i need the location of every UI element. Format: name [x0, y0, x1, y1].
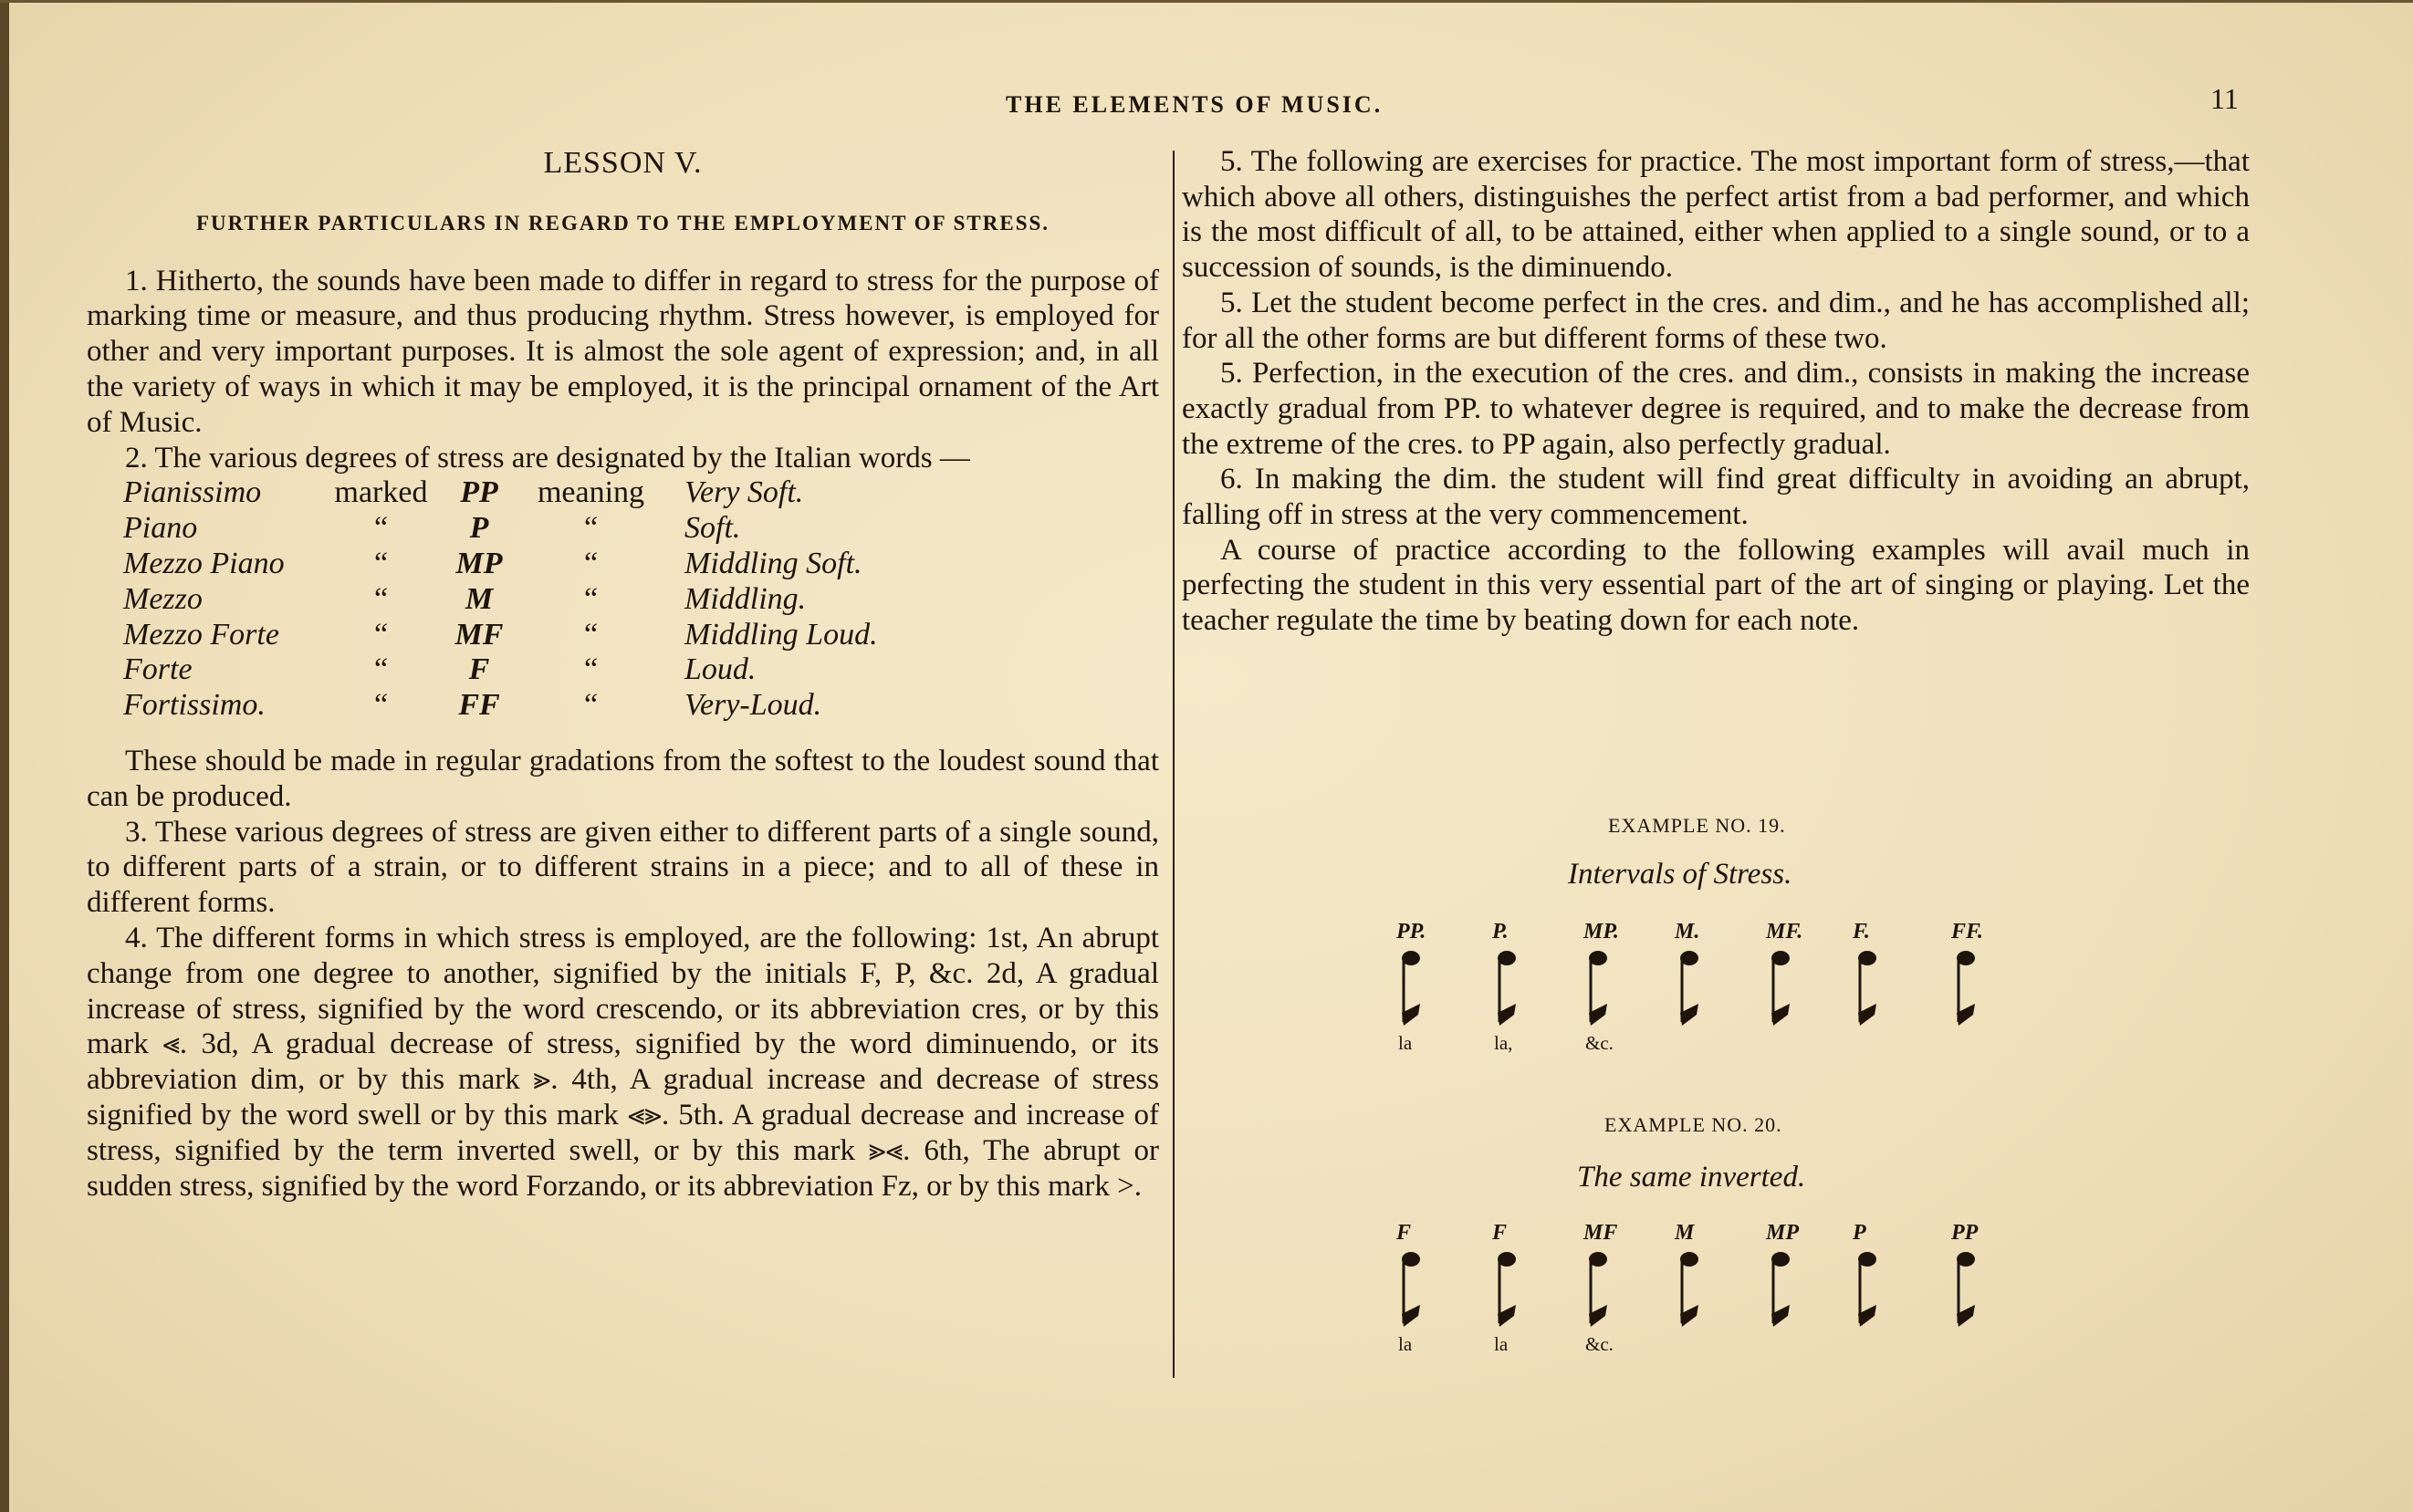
- marked-text: “: [373, 617, 389, 652]
- dynamic-abbr: M: [465, 581, 494, 616]
- example-20-label: EXAMPLE NO. 20.: [1604, 1113, 1782, 1136]
- dynamic-abbr: F: [468, 652, 490, 687]
- dynamics-row: [123, 582, 1127, 618]
- dynamic-abbr: MP: [455, 546, 503, 580]
- dynamic-gloss: Loud.: [684, 652, 757, 687]
- paragraph-3: 3. These various degrees of stress are given either to different parts of a single sound, to different parts of a strain, or to different strains in a piece; and to all of these in different forms.: [87, 815, 1159, 920]
- dynamics-row: [123, 652, 1127, 688]
- lesson-subtitle: FURTHER PARTICULARS IN REGARD TO THE EMPLOYMENT OF STRESS.: [195, 211, 1050, 235]
- dynamics-row: [123, 688, 1127, 724]
- dynamic-gloss: Soft.: [684, 511, 741, 546]
- dynamic-word: Forte: [123, 652, 193, 687]
- syllable-label: la,: [1494, 1032, 1513, 1054]
- column-divider: [1173, 151, 1175, 1378]
- example-19-notation: [1369, 912, 2063, 1068]
- dynamic-word: Mezzo Piano: [123, 546, 285, 580]
- stress-mark-label: P: [1853, 1221, 1866, 1245]
- example-19-title: Intervals of Stress.: [1568, 858, 1792, 891]
- marked-text: “: [373, 581, 389, 616]
- stress-mark-label: MF.: [1766, 920, 1803, 944]
- stress-mark-label: M: [1675, 1221, 1695, 1245]
- paragraph-6: 6. In making the dim. the student will find great difficulty in avoiding an abrupt, falling off in stress at the very commencement.: [1182, 463, 2250, 532]
- dynamic-abbr: FF: [458, 688, 500, 723]
- left-column: [87, 146, 1159, 1204]
- stress-mark-label: F.: [1853, 920, 1870, 944]
- dynamics-row: [123, 547, 1127, 582]
- example-19-label: EXAMPLE NO. 19.: [1608, 814, 1786, 837]
- stress-mark-label: F: [1492, 1221, 1508, 1245]
- paragraph-4: 4. The different forms in which stress is employed, are the following: 1st, An abrupt change from one degree to another, signified by the initials F, P, &c. 2d, A gradual increase of stress, signified by the word crescendo, or its abbreviation cres, or by this mark ⪡. 3d, A gradual decrease of stress, signified by the word diminuendo, or its abbreviation dim, or by this mark ⪢. 4th, A gradual increase and decrease of stress signified by the word swell or by this mark ⪡⪢. 5th. A gradual decrease and increase of stress, signified by the term inverted swell, or by this mark ⪢⪡. 6th, The abrupt or sudden stress, signified by the word Forzando, or its abbreviation Fz, or by this mark >.: [87, 921, 1159, 1203]
- dynamic-gloss: Very-Loud.: [684, 688, 822, 723]
- dynamic-word: Fortissimo.: [123, 688, 266, 723]
- dynamics-row: [123, 618, 1127, 653]
- dynamic-abbr: PP: [460, 475, 498, 510]
- meaning-text: “: [583, 652, 599, 687]
- syllable-label: la: [1398, 1032, 1413, 1054]
- meaning-text: meaning: [537, 475, 645, 510]
- meaning-text: “: [583, 581, 599, 616]
- dynamics-row: [123, 475, 1127, 511]
- example-20-notation: [1369, 1214, 2063, 1369]
- paragraph-7: A course of practice according to the following examples will avail much in perfecting the student in this very essential part of the art of singing or playing. Let the teacher regulate the time by beating down for each note.: [1182, 533, 2250, 638]
- stress-mark-label: MP.: [1583, 920, 1619, 944]
- dynamic-abbr: P: [469, 511, 489, 546]
- dynamic-gloss: Middling.: [684, 581, 807, 616]
- stress-mark-label: FF.: [1951, 920, 1983, 944]
- running-head: THE ELEMENTS OF MUSIC.: [1006, 91, 1384, 118]
- dynamic-word: Mezzo Forte: [123, 617, 279, 652]
- syllable-label: &c.: [1585, 1032, 1614, 1054]
- page-edge: [0, 0, 9, 1512]
- example-20-title: The same inverted.: [1577, 1161, 1806, 1194]
- dynamic-gloss: Middling Soft.: [684, 546, 862, 580]
- lesson-title: LESSON V.: [543, 146, 703, 180]
- syllable-label: &c.: [1585, 1333, 1614, 1355]
- stress-mark-label: MP: [1766, 1221, 1799, 1245]
- paragraph-1: 1. Hitherto, the sounds have been made to differ in regard to stress for the purpose of marking time or measure, and thus producing rhythm. Stress however, is employed for other and very important purposes. It is almost the sole agent of expression; and, in all the variety of ways in which it may be employed, it is the principal ornament of the Art of Music.: [87, 264, 1159, 439]
- stress-mark-label: F: [1396, 1221, 1412, 1245]
- dynamics-row: [123, 511, 1127, 547]
- paragraph-2: 2. The various degrees of stress are designated by the Italian words —: [125, 441, 970, 474]
- dynamic-word: Mezzo: [123, 581, 203, 616]
- paragraph-5b: 5. Let the student become perfect in the cres. and dim., and he has accomplished all; for all the other forms are but different forms of these two.: [1182, 286, 2250, 355]
- marked-text: “: [373, 511, 389, 546]
- meaning-text: “: [583, 546, 599, 580]
- syllable-label: la: [1398, 1333, 1413, 1355]
- dynamic-gloss: Very Soft.: [684, 475, 804, 510]
- paragraph-gradations: These should be made in regular gradations from the softest to the loudest sound that can be produced.: [87, 744, 1159, 813]
- dynamic-word: Pianissimo: [123, 475, 262, 510]
- meaning-text: “: [583, 617, 599, 652]
- marked-text: “: [373, 688, 389, 723]
- paragraph-5a: 5. The following are exercises for practice. The most important form of stress,—that which above all others, distinguishes the perfect artist from a bad performer, and which is the most difficult of all, to be attained, either when applied to a single sound, or to a succession of sounds, is the diminuendo.: [1182, 145, 2250, 285]
- dynamics-table: [123, 475, 1127, 724]
- dynamic-word: Piano: [123, 511, 198, 546]
- right-column: [1182, 144, 2250, 639]
- dynamic-abbr: MF: [454, 617, 504, 652]
- stress-mark-label: MF: [1583, 1221, 1618, 1245]
- stress-mark-label: PP.: [1396, 920, 1426, 944]
- marked-text: “: [373, 546, 389, 580]
- paragraph-5c: 5. Perfection, in the execution of the cres. and dim., consists in making the increase exactly gradual from PP. to whatever degree is required, and to make the decrease from the extreme of the cres. to PP again, also perfectly gradual.: [1182, 357, 2250, 461]
- marked-text: “: [373, 652, 389, 687]
- page-top-edge: [0, 0, 2413, 3]
- stress-mark-label: P.: [1492, 920, 1509, 944]
- syllable-label: la: [1494, 1333, 1509, 1355]
- stress-mark-label: M.: [1675, 920, 1700, 944]
- page-number: 11: [2210, 82, 2239, 115]
- marked-text: marked: [334, 475, 428, 510]
- stress-mark-label: PP: [1951, 1221, 1979, 1245]
- meaning-text: “: [583, 688, 599, 723]
- dynamic-gloss: Middling Loud.: [684, 617, 878, 652]
- meaning-text: “: [583, 511, 599, 546]
